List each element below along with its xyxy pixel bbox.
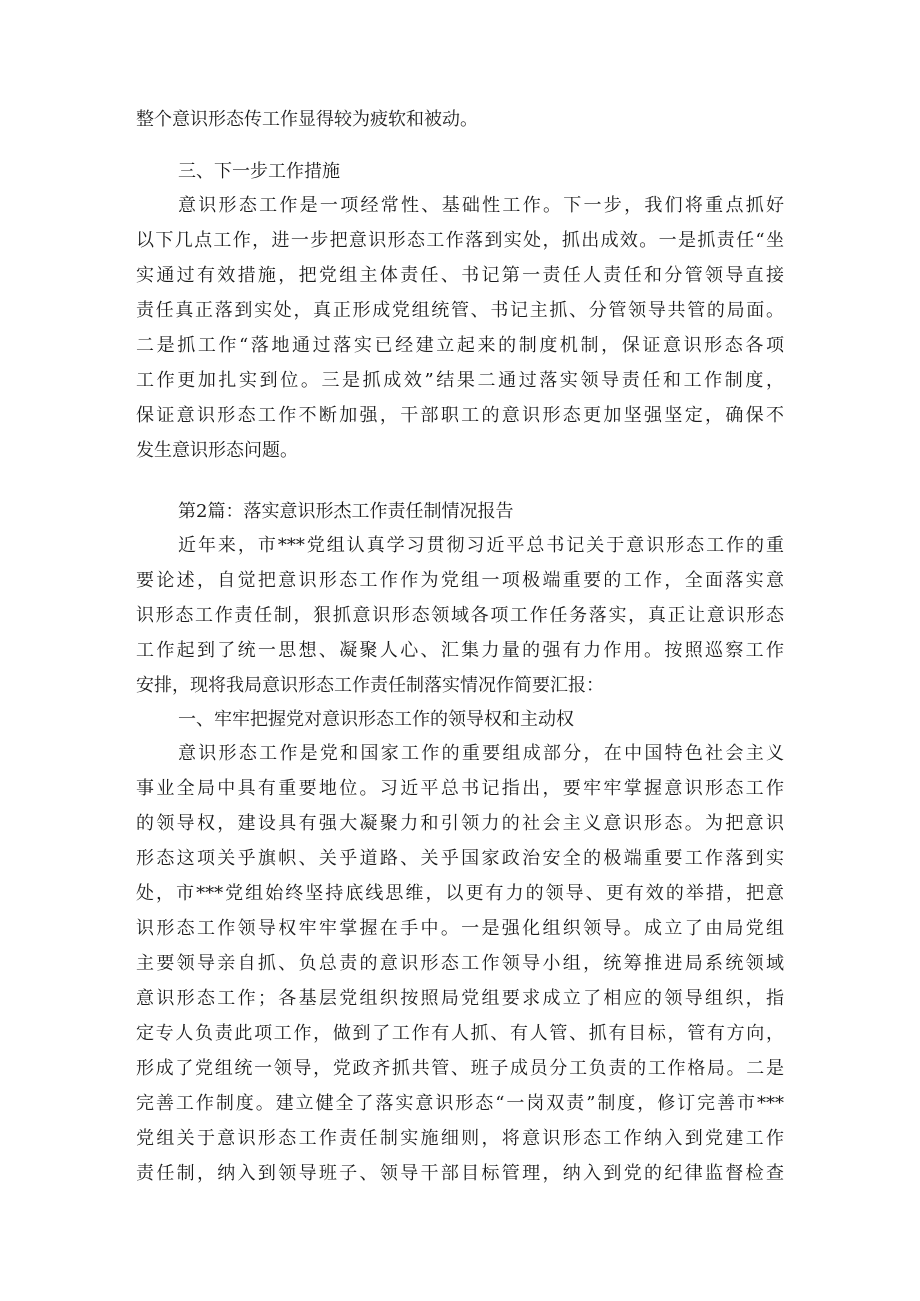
paragraph-line: 意识形态工作；各基层党组织按照局党组要求成立了相应的领导组织，指	[136, 988, 784, 1009]
paragraph-line: 以下几点工作，进一步把意识形态工作落到实处，抓出成效。一是抓责任“坐	[136, 230, 784, 251]
paragraph-line: 形态这项关乎旗帜、关乎道路、关乎国家政治安全的极端重要工作落到实	[136, 848, 784, 869]
paragraph-line: 完善工作制度。建立健全了落实意识形态“一岗双责”制度，修订完善市***	[136, 1093, 784, 1114]
paragraph-line: 安排，现将我局意识形态工作责任制落实情况作简要汇报：	[136, 675, 604, 696]
paragraph-line: 的领导权，建设具有强大凝聚力和引领力的社会主义意识形态。为把意识	[136, 813, 784, 834]
paragraph-line: 二是抓工作“落地通过落实已经建立起来的制度机制，保证意识形态各项	[136, 335, 784, 356]
paragraph-line: 整个意识形态传工作显得较为疲软和被动。	[136, 109, 478, 130]
paragraph-line: 定专人负责此项工作，做到了工作有人抓、有人管、抓有目标，管有方向，	[136, 1023, 784, 1044]
article-title: 第2篇：落实意识形杰工作责任制情况报告	[178, 501, 514, 522]
section-heading: 一、牢牢把握党对意识形态工作的领导权和主动权	[178, 709, 574, 730]
paragraph-line: 保证意识形态工作不断加强，干部职工的意识形态更加坚强坚定，确保不	[136, 405, 784, 426]
paragraph-line: 党组关于意识形态工作责任制实施细则，将意识形态工作纳入到党建工作	[136, 1128, 784, 1149]
paragraph-line: 要论述，自觉把意识形态工作作为党组一项极端重要的工作，全面落实意	[136, 570, 784, 591]
paragraph-line: 工作起到了统一思想、凝聚人心、汇集力量的强有力作用。按照巡察工作	[136, 640, 784, 661]
paragraph-line: 事业全局中具有重要地位。习近平总书记指出，要牢牢掌握意识形态工作	[136, 778, 784, 799]
paragraph-line: 识形态工作领导权牢牢掌握在手中。一是强化组织领导。成立了由局党组	[136, 918, 784, 939]
paragraph-line: 近年来，市***党组认真学习贯彻习近平总书记关于意识形态工作的重	[178, 535, 784, 556]
paragraph-line: 责任真正落到实处，真正形成党组统管、书记主抓、分管领导共管的局面。	[136, 300, 784, 321]
paragraph-line: 处，市***党组始终坚持底线思维，以更有力的领导、更有效的举措，把意	[136, 883, 784, 904]
paragraph-line: 主要领导亲自抓、负总责的意识形态工作领导小组，统筹推进局系统领域	[136, 953, 784, 974]
paragraph-line: 责任制，纳入到领导班子、领导干部目标管理，纳入到党的纪律监督检查	[136, 1163, 784, 1184]
paragraph-line: 发生意识形态问题。	[136, 440, 298, 461]
paragraph-line: 工作更加扎实到位。三是抓成效”结果二通过落实领导责任和工作制度，	[136, 370, 784, 391]
section-heading: 三、下一步工作措施	[178, 161, 340, 182]
paragraph-line: 意识形态工作是党和国家工作的重要组成部分，在中国特色社会主义	[178, 743, 784, 764]
paragraph-line: 意识形态工作是一项经常性、基础性工作。下一步，我们将重点抓好	[178, 195, 784, 216]
paragraph-line: 实通过有效措施，把党组主体责任、书记第一责任人责任和分管领导直接	[136, 265, 784, 286]
paragraph-line: 形成了党组统一领导，党政齐抓共管、班子成员分工负责的工作格局。二是	[136, 1058, 784, 1079]
paragraph-line: 识形态工作责任制，狠抓意识形态领域各项工作任务落实，真正让意识形态	[136, 605, 784, 626]
